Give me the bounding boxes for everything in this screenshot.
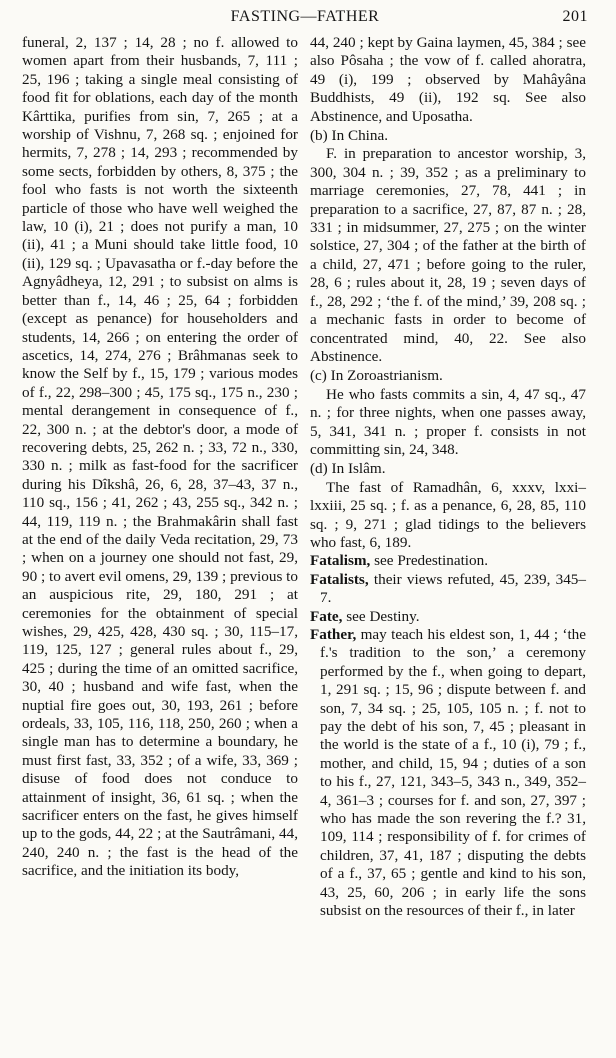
headword-fatalism: Fatalism, [310,552,371,570]
fatalism-text: see Predestination. [374,552,489,570]
subheading-islam: (d) In Islâm. [310,460,386,478]
entry-father [310,626,586,921]
subheading-zoroastrianism: (c) In Zoroastrianism. [310,367,443,385]
father-text: may teach his eldest son, 1, 44 ; ‘the f.'s tradition to the son,’ a ceremony performed by the f., when going to depart, 1, 291 sq. ; 15, 96 ; dispute between f. and son, 7, 34 sq. ; 25, 105, 105 n. ; f. not to pay the debt of his son, 7, 45 ; pleasant in the world is the state of a f., 10 (i), 79 ; f., mother, and child, 15, 94 ; duties of a son to his f., 27, 121, 343–5, 343 n., 349, 352–4, 361–3 ; courses for f. and son, 27, 397 ; who has made the son revering the f.? 31, 109, 114 ; responsibility of f. for crimes of children, 37, 41, 187 ; disputing the debts of a f., 37, 65 ; gentle and kind to his son, 43, 25, 60, 206 ; in early life the sons subsist on the resources of their f., in later [320,626,586,920]
running-title: FASTING—FATHER [230,8,380,25]
islam-text: The fast of Ramadhân, 6, xxxv, lxxi–lxxiii, 25 sq. ; f. as a penance, 6, 28, 85, 110 sq. ; 9, 271 ; glad tidings to the believers who fast, 6, 189. [310,478,586,551]
china-text: F. in preparation to ancestor worship, 3, 300, 304 n. ; 39, 352 ; as a preliminary to marriage ceremonies, 27, 78, 441 ; in preparation to a sacrifice, 27, 87, 87 n. ; 28, 331 ; in midsummer, 27, 275 ; on the winter solstice, 27, 304 ; of the father at the birth of a child, 27, 471 ; before going to the ruler, 28, 6 ; rules about it, 28, 19 ; seven days of f., 28, 292 ; ‘the f. of the mind,’ 39, 208 sq. ; a mechanic fasts in order to become of concentrated mind, 40, 22. See also Abstinence. [310,145,586,365]
page-number: 201 [562,8,588,25]
entry-fatalists [310,571,586,608]
fasting-entry-continued: funeral, 2, 137 ; 14, 28 ; no f. allowed to women apart from their husbands, 7, 111 ; 25, 196 ; taking a single meal consisting of food fit for oblations, each day of the month Kârttika, purifies from sin, 7, 265 ; at a worship of Vishnu, 7, 268 sq. ; enjoined for hermits, 7, 278 ; 14, 293 ; recommended by some sects, forbidden by others, 8, 375 ; the fool who fasts is not worth the sixteenth particle of those who have well weighed the law, 10 (i), 21 ; does not purify a man, 10 (ii), 41 ; a Muni should take little food, 10 (ii), 129 sq. ; Upavasatha or f.-day before the Agnyâdheya, 12, 291 ; to subsist on alms is better than f., 14, 46 ; 25, 64 ; forbidden (except as penance) for householders and students, 14, 266 ; on entering the order of ascetics, 14, 274, 276 ; Brâhmanas seek to know the Self by f., 15, 179 ; various modes of f., 22, 298–300 ; 45, 175 sq., 175 n., 230 ; mental derangement in consequence of f., 22, 300 n. ; at the debtor's door, a mode of recovering debts, 25, 262 n. ; 33, 72 n., 330, 330 n. ; milk as fast-food for the sacrificer during his Dîkshâ, 26, 6, 28, 37–43, 37 n., 110 sq., 156 ; 41, 262 ; 43, 255 sq., 342 n. ; 44, 119, 119 n. ; the Brahmakârin shall fast at the end of the daily Veda recitation, 29, 73 ; when on a journey one should not fast, 29, 90 ; to avert evil omens, 29, 139 ; previous to an auspicious rite, 29, 180, 291 ; at ceremonies for the obtainment of special wishes, 29, 425, 428, 430 sq. ; 30, 115–17, 119, 125, 127 ; general rules about f., 29, 425 ; during the time of an omitted sacrifice, 30, 40 ; husband and wife fast, when the nuptial fire goes out, 30, 193, 261 ; before ordeals, 33, 105, 116, 118, 250, 260 ; when a single man has to determine a boundary, he must first fast, 33, 352 ; of a wife, 33, 369 ; disuse of food does not conduce to attainment of insight, 36, 61 sq. ; when the sacrificer enters on the fast, he gives himself up to the gods, 44, 22 ; at the Sautrâmani, 44, 240, 240 n. ; the fast is the head of the sacrifice, and the initiation its body, [22,34,298,880]
fate-text: see Destiny. [346,607,420,625]
running-header [22,0,588,34]
entry-fate [310,608,586,626]
index-columns [22,34,588,1044]
headword-fate: Fate, [310,607,343,625]
fatalists-text: their views refuted, 45, 239, 345–7. [320,570,586,607]
fasting-entry-continued-right: 44, 240 ; kept by Gaina laymen, 45, 384 ; see also Pôsaha ; the vow of f. called ahoratra, 49 (i), 199 ; observed by Mahâyâna Buddhists, 49 (ii), 192 sq. See also Abstinence, and Uposatha. [310,34,586,125]
headword-fatalists: Fatalists, [310,570,369,588]
subheading-china: (b) In China. [310,127,389,145]
left-column [22,34,298,1044]
zoroastrianism-text: He who fasts commits a sin, 4, 47 sq., 47 n. ; for three nights, when one passes away, 5, 341, 341 n. ; proper f. consists in not committing sin, 24, 348. [310,385,586,458]
right-column [310,34,586,1044]
headword-father: Father, [310,626,357,643]
entry-fatalism [310,552,586,570]
